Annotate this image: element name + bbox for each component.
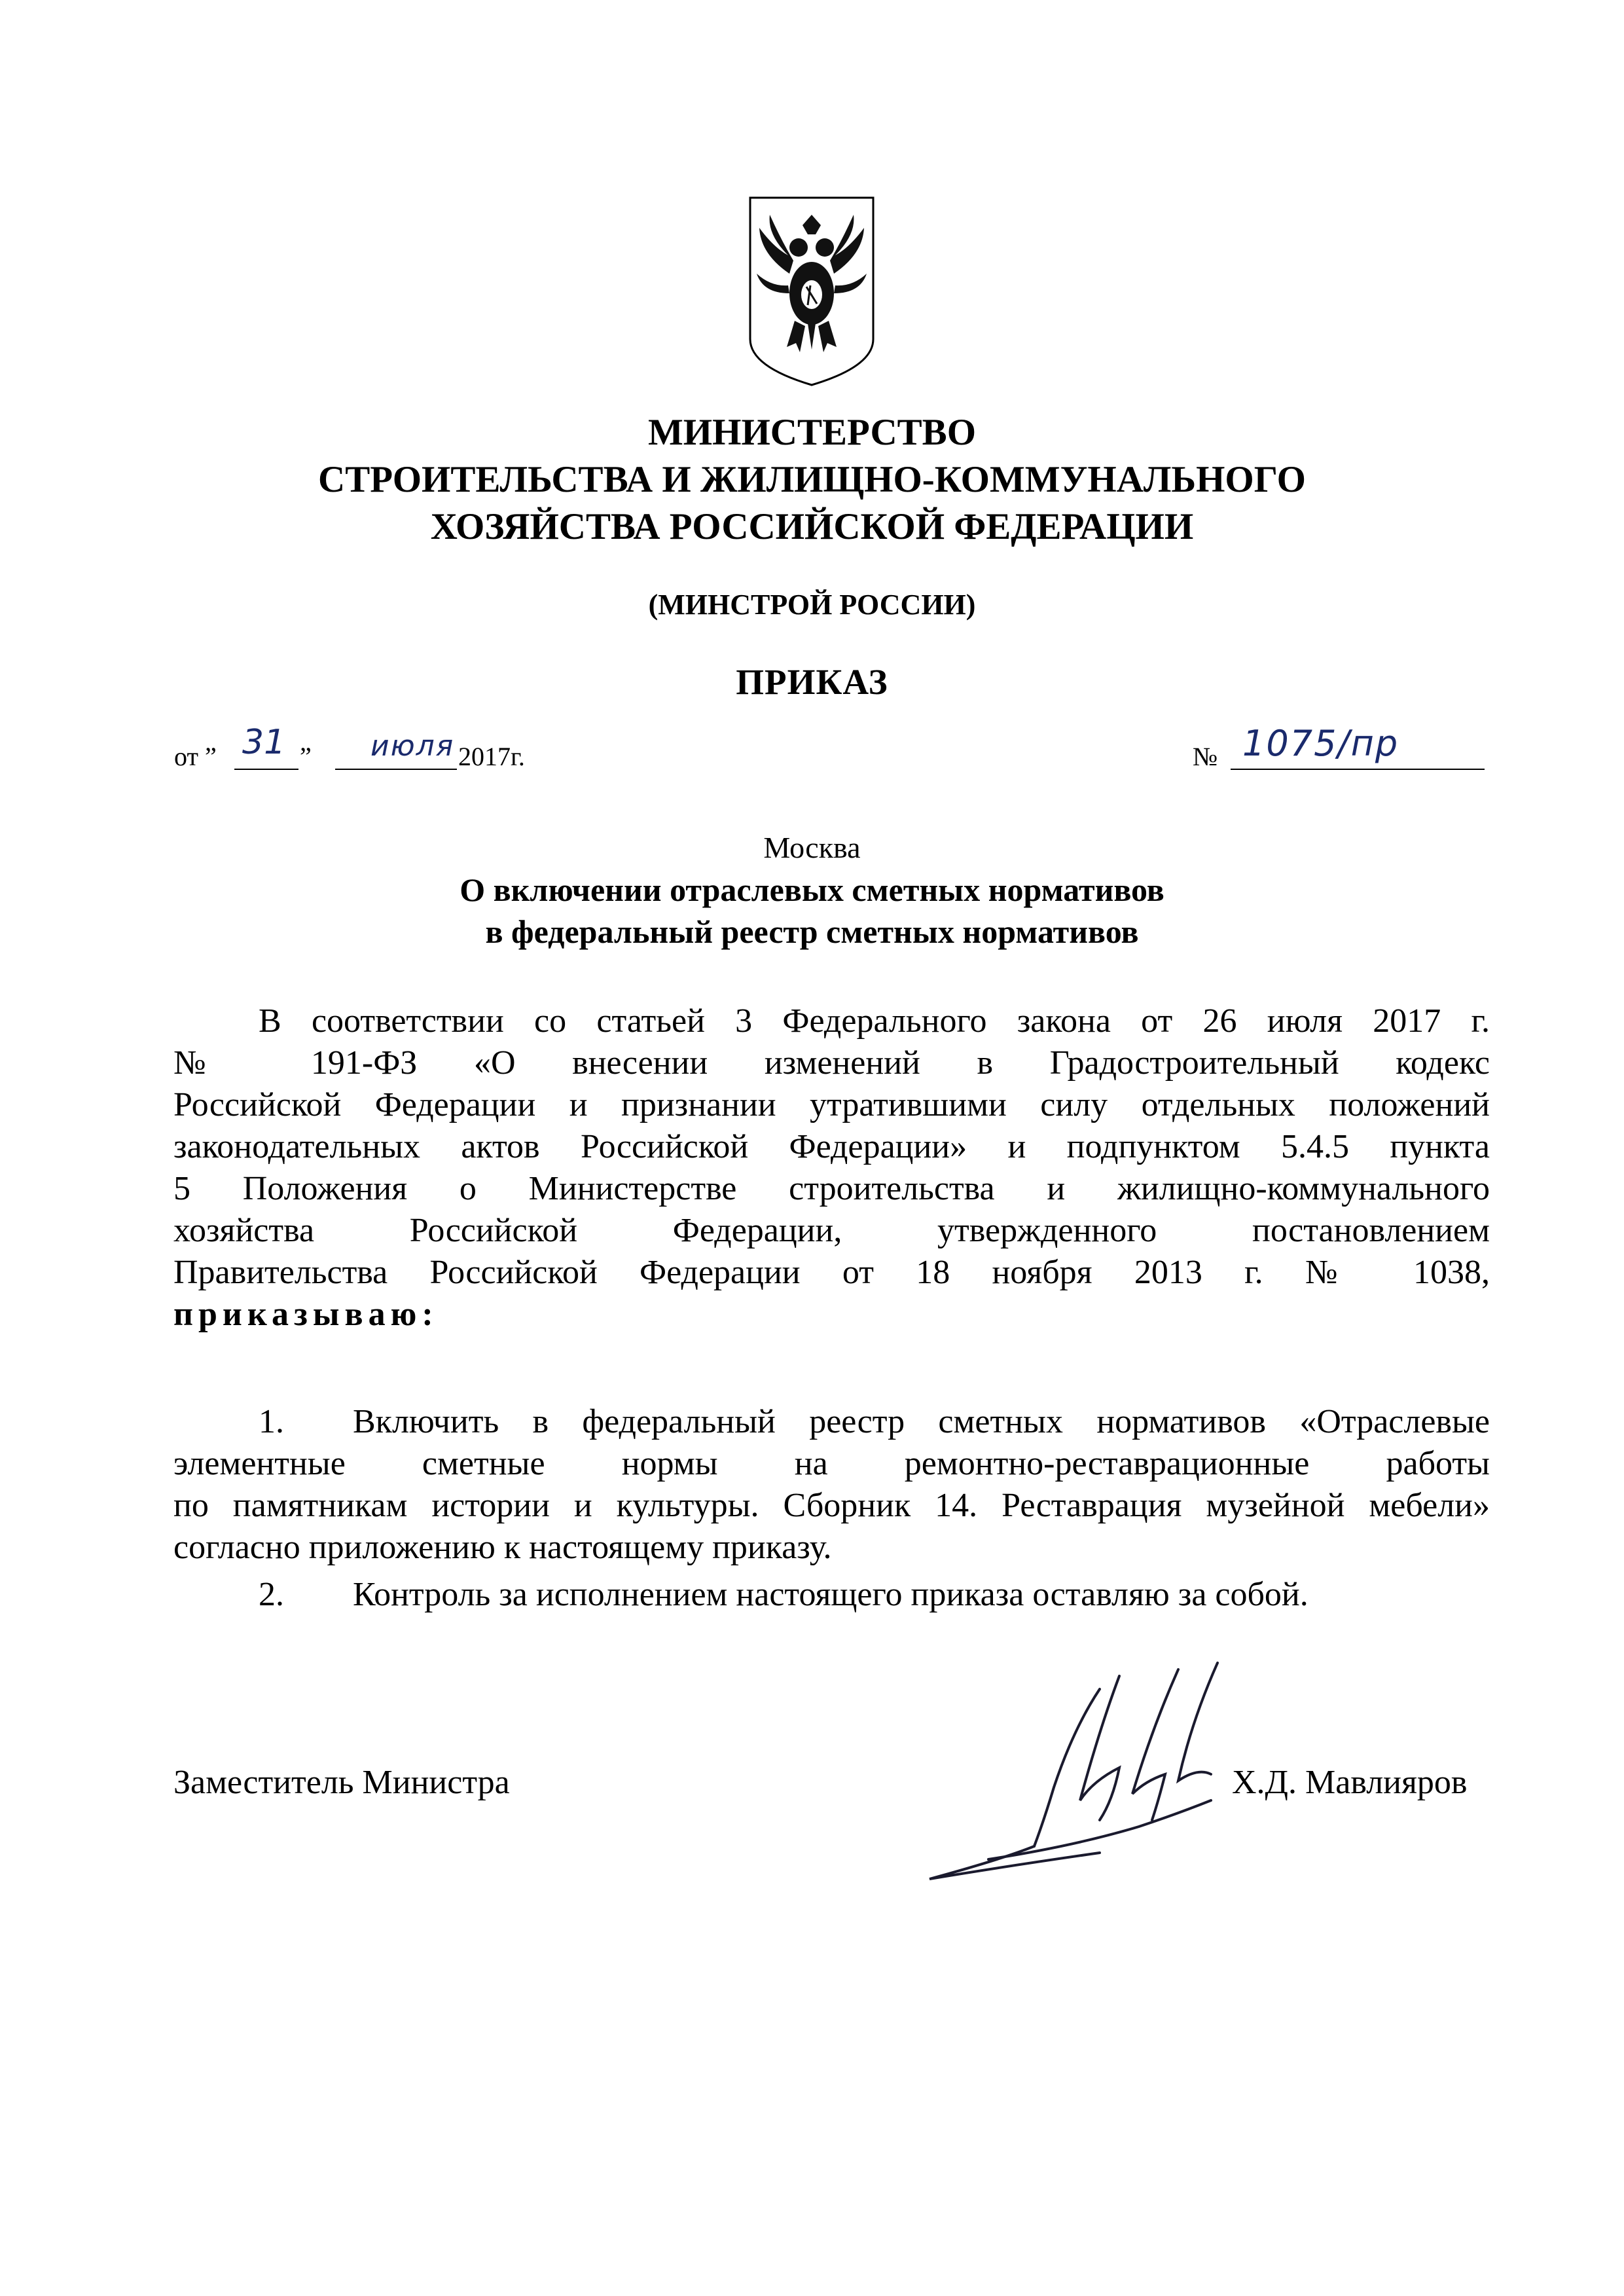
city: Москва — [763, 831, 861, 864]
preamble-line: Российской Федерации и признании утратившими силу отдельных положений — [173, 1086, 1490, 1123]
number-prefix: № — [1193, 742, 1218, 771]
item-line: согласно приложению к настоящему приказу. — [173, 1529, 832, 1566]
order-date — [174, 723, 645, 769]
month-underline — [335, 769, 457, 770]
signatory-name: Х.Д. Мавлияров — [1232, 1764, 1468, 1801]
item-line: элементные сметные нормы на ремонтно-реставрационные работы — [173, 1445, 1490, 1482]
date-prefix: от ” — [174, 742, 217, 771]
item-number: 1. — [259, 1403, 284, 1440]
ministry-name-line-1: МИНИСТЕРСТВО — [647, 412, 977, 453]
item-text: Включить в федеральный реестр сметных нормативов «Отраслевые — [353, 1403, 1490, 1440]
item-line — [173, 1401, 1490, 1443]
item-line: по памятникам истории и культуры. Сборник 14. Реставрация музейной мебели» — [173, 1487, 1490, 1524]
item-text: Контроль за исполнением настоящего приказа оставляю за собой. — [353, 1576, 1308, 1613]
coat-of-arms-icon — [748, 195, 876, 388]
preamble-line: Правительства Российской Федерации от 18 ноября 2013 г. № 1038, — [173, 1254, 1490, 1291]
date-month: июля — [370, 729, 455, 763]
preamble-line: хозяйства Российской Федерации, утвержденного постановлением — [173, 1212, 1490, 1249]
date-year: 2017г. — [458, 742, 525, 771]
preamble-line: законодательных актов Российской Федерации» и подпунктом 5.4.5 пункта — [173, 1128, 1490, 1165]
date-quote-close: ” — [300, 742, 312, 771]
item-number: 2. — [259, 1576, 284, 1613]
day-underline — [234, 769, 298, 770]
order-title-line-2: в федеральный реестр сметных нормативов — [485, 913, 1139, 950]
preamble-line: 5 Положения о Министерстве строительства и жилищно-коммунального — [173, 1170, 1490, 1207]
number-underline — [1231, 769, 1485, 770]
date-day: 31 — [242, 723, 286, 762]
ministry-abbreviation: (МИНСТРОЙ РОССИИ) — [648, 589, 976, 621]
number-value: 1075/пр — [1242, 723, 1399, 764]
preamble-line: В соответствии со статьей 3 Федерального закона от 26 июля 2017 г. — [259, 1002, 1490, 1040]
item-line — [173, 1574, 1490, 1616]
preamble — [173, 1000, 1490, 1336]
order-word: приказываю: — [173, 1296, 439, 1333]
order-item-2 — [173, 1574, 1490, 1616]
ministry-name-line-3: ХОЗЯЙСТВА РОССИЙСКОЙ ФЕДЕРАЦИИ — [430, 506, 1194, 547]
order-title-line-1: О включении отраслевых сметных нормативов — [460, 871, 1164, 908]
signatory-position: Заместитель Министра — [173, 1764, 510, 1801]
order-number — [1193, 723, 1486, 769]
ministry-name-line-2: СТРОИТЕЛЬСТВА И ЖИЛИЩНО-КОММУНАЛЬНОГО — [318, 459, 1306, 500]
preamble-line: № 191-ФЗ «О внесении изменений в Градостроительный кодекс — [173, 1044, 1490, 1082]
document-type: ПРИКАЗ — [736, 662, 888, 702]
order-item-1 — [173, 1401, 1490, 1569]
